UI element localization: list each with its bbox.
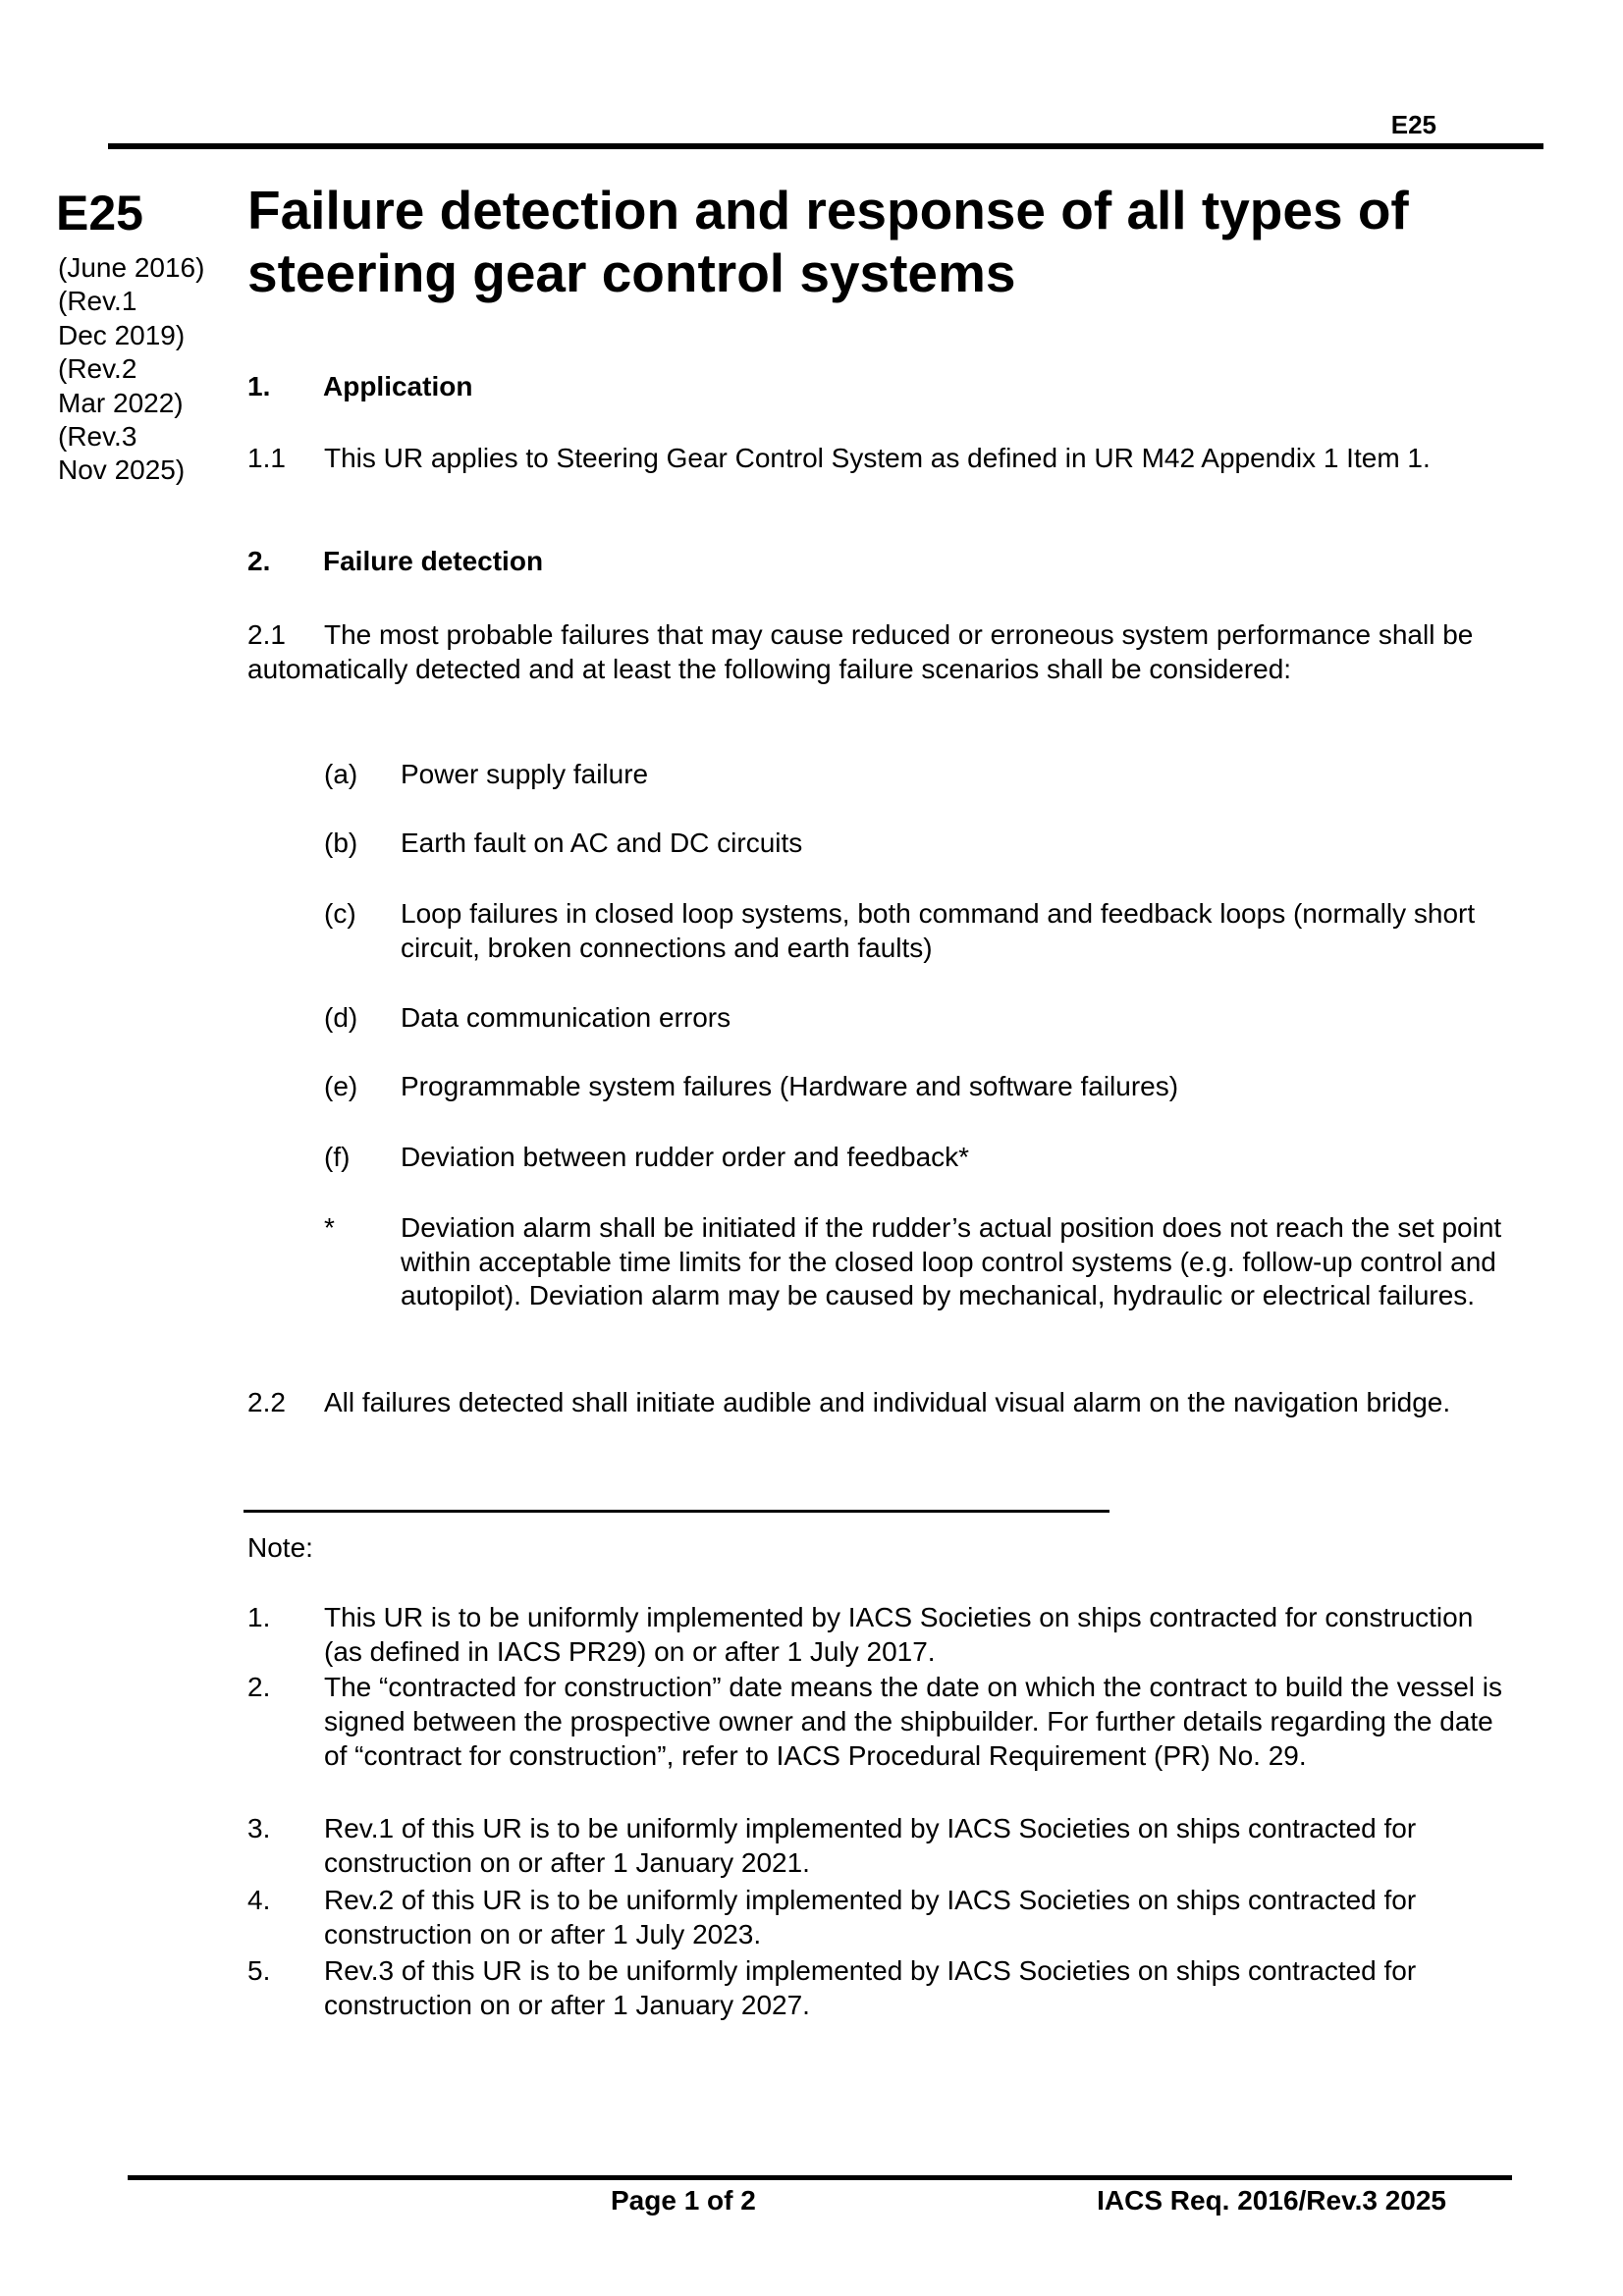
list-item-text: Power supply failure [401,759,649,789]
list-item-text: Deviation between rudder order and feedback* [401,1142,970,1172]
note-label: 4. [247,1885,271,1915]
footer-rule [128,2175,1512,2180]
paragraph-text: The most probable failures that may cause reduced or erroneous system performance shall be automatically detected and at least the following failure scenarios shall be considered: [247,619,1474,684]
paragraph-2-1 [247,618,1524,686]
header-code: E25 [1390,110,1436,139]
list-item-text: Programmable system failures (Hardware and software failures) [401,1071,1179,1101]
paragraph-2-2 [247,1386,1524,1420]
list-item-text: Deviation alarm shall be initiated if the rudder’s actual position does not reach the set point within acceptable time limits for the closed loop control systems (e.g. follow-up control and autopilot). Deviation alarm may be caused by mechanical, hydraulic or electrical failures. [401,1212,1502,1310]
note-label: 2. [247,1672,271,1702]
note-text: This UR is to be uniformly implemented by IACS Societies on ships contracted for construction (as defined in IACS PR29) on or after 1 July 2017. [324,1602,1474,1667]
list-item-label: (b) [324,828,358,858]
notes-heading: Note: [247,1532,313,1563]
footer-reference: IACS Req. 2016/Rev.3 2025 [1097,2185,1446,2216]
sidebar-code: E25 [56,186,143,240]
list-item-text: Loop failures in closed loop systems, both command and feedback loops (normally short circuit, broken connections and earth faults) [401,898,1476,963]
note-label: 1. [247,1602,271,1632]
list-item-label: (e) [324,1071,358,1101]
list-item-label: * [324,1212,335,1243]
paragraph-text: This UR applies to Steering Gear Control System as defined in UR M42 Appendix 1 Item 1. [324,443,1431,473]
paragraph-text: All failures detected shall initiate audible and individual visual alarm on the navigation bridge. [324,1387,1451,1417]
header-rule [108,143,1543,149]
section-number: 1. [247,371,271,401]
sidebar-revisions: (June 2016) (Rev.1 Dec 2019) (Rev.2 Mar 2022) (Rev.3 Nov 2025) [58,252,205,486]
document-title: Failure detection and response of all types of steering gear control systems [247,180,1409,303]
paragraph-number: 2.2 [247,1387,286,1417]
paragraph-number: 1.1 [247,443,286,473]
section-number: 2. [247,546,271,576]
note-text: Rev.2 of this UR is to be uniformly implemented by IACS Societies on ships contracted for construction on or after 1 July 2023. [324,1885,1417,1949]
footer-page-number: Page 1 of 2 [611,2185,756,2216]
paragraph-number: 2.1 [247,619,286,650]
section-1-heading [247,371,472,402]
list-item-label: (f) [324,1142,351,1172]
note-label: 3. [247,1813,271,1843]
list-item-text: Data communication errors [401,1002,731,1033]
note-text: Rev.1 of this UR is to be uniformly implemented by IACS Societies on ships contracted for construction on or after 1 January 2021. [324,1813,1417,1878]
notes-divider [243,1510,1109,1513]
note-label: 5. [247,1955,271,1986]
list-item-text: Earth fault on AC and DC circuits [401,828,803,858]
list-item-label: (d) [324,1002,358,1033]
section-2-heading [247,546,543,577]
list-item-label: (c) [324,898,356,929]
note-text: The “contracted for construction” date means the date on which the contract to build the vessel is signed between the prospective owner and the shipbuilder. For further details regarding the date of “contract for construction”, refer to IACS Procedural Requirement (PR) No. 29. [324,1672,1502,1771]
section-title: Failure detection [323,546,544,576]
note-text: Rev.3 of this UR is to be uniformly implemented by IACS Societies on ships contracted for construction on or after 1 January 2027. [324,1955,1417,2020]
list-item-label: (a) [324,759,358,789]
section-title: Application [323,371,473,401]
paragraph-1-1 [247,442,1524,476]
